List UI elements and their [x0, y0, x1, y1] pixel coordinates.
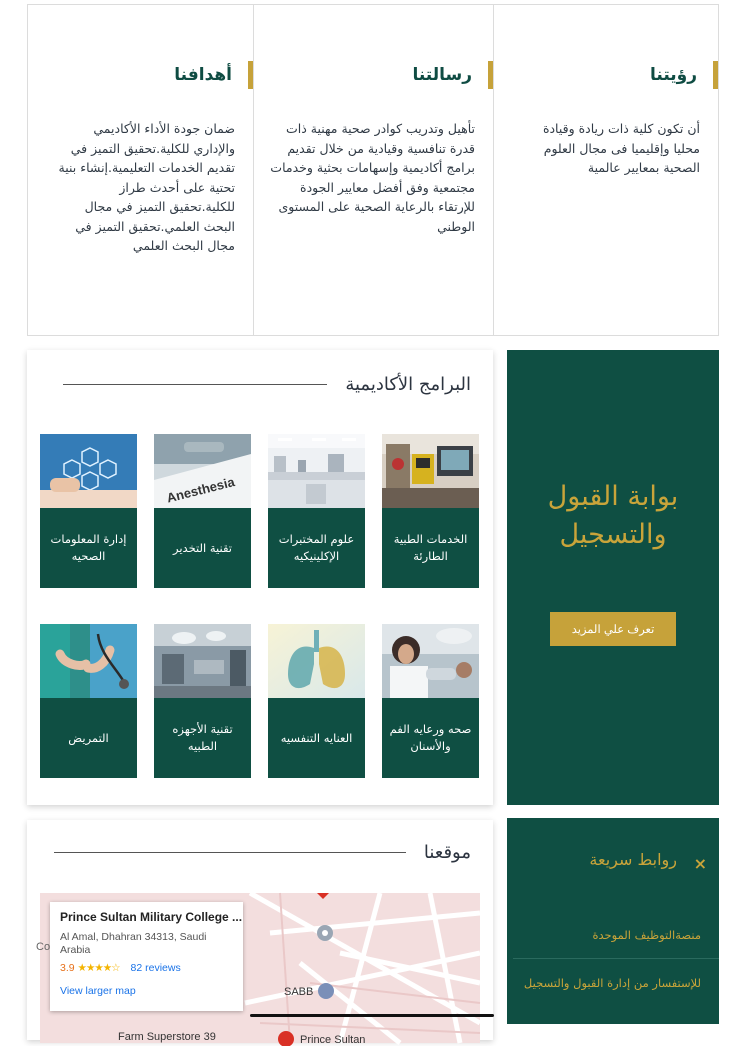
programs-heading: [63, 372, 471, 396]
mission-card: [254, 4, 494, 336]
location-title: موقعنا: [423, 841, 471, 863]
program-card-emergency[interactable]: [382, 434, 479, 588]
map-label-farm: Farm Superstore 39: [118, 1031, 216, 1043]
laboratory-image: [268, 434, 365, 508]
close-icon[interactable]: ×: [693, 854, 707, 873]
quick-link-admission-inquiry[interactable]: للإستفسار من إدارة القبول والتسجيل: [523, 976, 701, 990]
svg-text:Anesthesia: Anesthesia: [165, 474, 237, 506]
programs-title: البرامج الأكاديمية: [345, 373, 471, 395]
health-informatics-image: [40, 434, 137, 508]
reviews-link[interactable]: 82 reviews: [130, 962, 181, 974]
program-card-medical-devices[interactable]: [154, 624, 251, 778]
program-label: صحه ورعايه الفم والأسنان: [389, 722, 472, 753]
divider: [513, 958, 719, 959]
rating-value: 3.9: [60, 962, 75, 974]
program-label: الخدمات الطبية الطارئة: [393, 532, 468, 563]
vision-title: رؤيتنا: [650, 61, 718, 89]
mission-text: تأهيل وتدريب كوادر صحية مهنية ذات قدرة تنافسية وقيادية من خلال تقديم برامج أكاديمية وإسهامات بحثية وخدمات مجتمعية وفق أفضل معايير الجودة للإرتقاء بالرعاية الصحية على المستوى الوطني: [270, 121, 475, 234]
map-label-co: Co: [36, 941, 51, 953]
place-address: Al Amal, Dhahran 34313, Saudi Arabia: [60, 931, 207, 956]
academic-programs-section: [27, 350, 493, 805]
program-label: تقنية التخدير: [173, 540, 232, 555]
program-card-nursing[interactable]: [40, 624, 137, 778]
map-label-sabb: SABB: [284, 986, 314, 998]
program-card-dental[interactable]: [382, 624, 479, 778]
program-label: التمريض: [68, 730, 109, 745]
location-heading: [54, 840, 471, 864]
place-rating: [60, 962, 233, 974]
place-name: Prince Sultan Military College ...: [60, 910, 243, 924]
emergency-equipment-image: [382, 434, 479, 508]
program-card-respiratory[interactable]: [268, 624, 365, 778]
anesthesia-image: [154, 434, 251, 508]
goals-text: ضمان جودة الأداء الأكاديمي والإداري للكلية.تحقيق التميز في تقديم الخدمات التعليمية.إنشاء بنية تحتية على أحدث طراز للكلية.تحقيق التميز في مجال البحث العلمي.تحقيق التميز في مجال البحث العلمي: [58, 121, 235, 253]
quick-links-panel: [507, 818, 719, 1024]
goals-title: أهدافنا: [174, 61, 253, 89]
divider: [54, 852, 406, 853]
program-label: العنايه التنفسيه: [280, 730, 353, 745]
learn-more-button[interactable]: تعرف علي المزيد: [550, 612, 676, 646]
program-card-health-info[interactable]: [40, 434, 137, 588]
view-larger-map-link[interactable]: View larger map: [60, 985, 136, 997]
star-icon: ★★★★☆: [77, 962, 120, 974]
mission-title: رسالتنا: [412, 61, 493, 89]
lungs-image: [268, 624, 365, 698]
google-map[interactable]: [36, 893, 480, 1046]
location-section: [27, 820, 493, 1046]
vision-text: أن تكون كلية ذات ريادة وقيادة محليا وإقليميا فى مجال العلوم الصحية بمعايير عالمية: [542, 121, 700, 175]
admission-portal-panel: [507, 350, 719, 805]
program-label: علوم المختبرات الإكلينيكيه: [278, 532, 355, 563]
scroll-indicator: [250, 1014, 494, 1017]
vision-card: [494, 4, 719, 336]
program-label: تقنية الأجهزه الطبيه: [172, 722, 233, 753]
dental-image: [382, 624, 479, 698]
quick-links-title: روابط سريعة: [589, 850, 677, 869]
divider: [63, 384, 327, 385]
map-place-card: [50, 902, 243, 1011]
program-card-anesthesia[interactable]: [154, 434, 251, 588]
admission-title: بوابة القبول والتسجيل: [547, 481, 679, 550]
map-label-prince-sultan: Prince Sultan: [300, 1034, 366, 1046]
program-card-lab[interactable]: [268, 434, 365, 588]
medical-devices-image: [154, 624, 251, 698]
info-cards-row: [27, 4, 719, 336]
quick-link-employment[interactable]: منصةالتوظيف الموحدة: [592, 928, 701, 942]
goals-card: [27, 4, 254, 336]
program-label: إدارة المعلومات الصحيه: [50, 532, 127, 563]
nursing-image: [40, 624, 137, 698]
